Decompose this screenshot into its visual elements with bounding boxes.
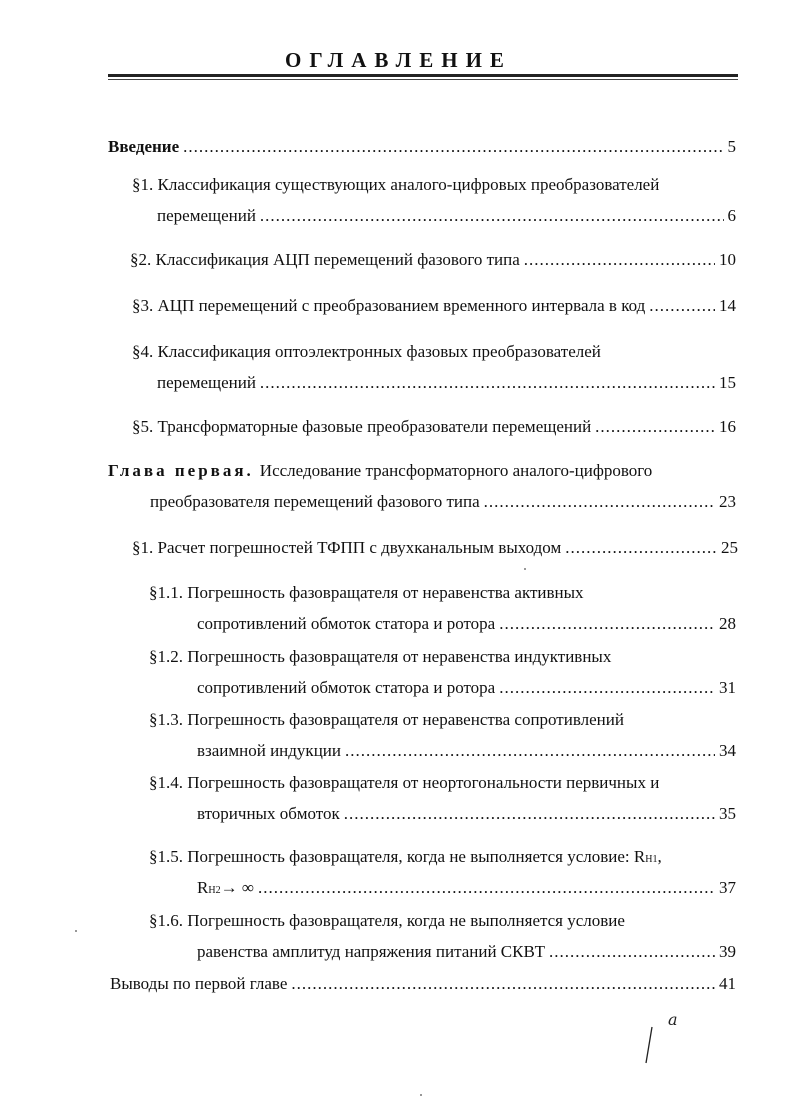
toc-entry-c15-line2 [197, 877, 736, 902]
toc-leader [258, 877, 715, 899]
title-rule-thick [108, 74, 738, 77]
toc-label: Исследование трансформаторного аналого-цифрового [259, 461, 653, 480]
toc-entry-c12-line1 [149, 646, 611, 668]
toc-label: равенства амплитуд напряжения питаний СКВТ [197, 942, 545, 961]
toc-entry-intro [108, 136, 736, 158]
title-rule-thin [108, 79, 738, 80]
toc-entry-c14-line2 [197, 803, 736, 825]
toc-leader [649, 295, 715, 317]
toc-page: 39 [719, 942, 736, 961]
toc-leader [524, 249, 715, 271]
toc-page: 5 [727, 137, 736, 156]
toc-label: преобразователя перемещений фазового типа [150, 492, 480, 511]
toc-leader [499, 677, 715, 699]
toc-leader [549, 941, 715, 963]
toc-entry-c15-line1 [149, 846, 662, 871]
scan-speck [420, 1094, 422, 1096]
toc-page: 28 [719, 614, 736, 633]
scan-speck [524, 568, 526, 570]
toc-leader [484, 491, 715, 513]
toc-label: сопротивлений обмоток статора и ротора [197, 678, 496, 697]
toc-label: §1.4. Погрешность фазовращателя от неортогональности первичных и [149, 773, 660, 792]
toc-page: 41 [719, 974, 736, 993]
toc-label: §1.2. Погрешность фазовращателя от неравенства индуктивных [149, 647, 612, 666]
toc-page: 23 [719, 492, 736, 511]
toc-entry-chapter1-line2 [150, 491, 736, 513]
toc-entry-s1-line1 [132, 174, 659, 196]
toc-page: 35 [719, 804, 736, 823]
page-title: ОГЛАВЛЕНИЕ [285, 48, 512, 72]
toc-label: §4. Классификация оптоэлектронных фазовых преобразователей [132, 342, 601, 361]
toc-leader [291, 973, 715, 995]
toc-label: перемещений [157, 373, 256, 392]
subscript-h1: H1 [645, 854, 658, 865]
toc-label: Введение [108, 137, 180, 156]
toc-label: перемещений [157, 206, 256, 225]
toc-entry-c1 [132, 537, 738, 559]
toc-entry-s5 [132, 416, 736, 438]
toc-entry-conclusions [110, 973, 736, 995]
toc-entry-s1-line2 [157, 205, 736, 227]
toc-entry-c16-line1 [149, 910, 625, 932]
handwritten-mark [640, 1005, 710, 1065]
toc-page: 14 [719, 296, 736, 315]
toc-leader [499, 613, 715, 635]
toc-label: §1.5. Погрешность фазовращателя, когда не выполняется условие: R [149, 847, 646, 866]
toc-label: §2. Классификация АЦП перемещений фазового типа [130, 250, 520, 269]
toc-leader [565, 537, 717, 559]
toc-label: §1.3. Погрешность фазовращателя от неравенства сопротивлений [149, 710, 624, 729]
toc-leader [260, 205, 724, 227]
toc-leader [595, 416, 715, 438]
toc-entry-s4-line2 [157, 372, 736, 394]
toc-entry-c14-line1 [149, 772, 659, 794]
toc-leader [260, 372, 715, 394]
handwritten-letter: a [668, 1010, 678, 1029]
toc-label: вторичных обмоток [197, 804, 340, 823]
toc-entry-c11-line2 [197, 613, 736, 635]
toc-label: §3. АЦП перемещений с преобразованием временного интервала в код [132, 296, 646, 315]
toc-page: 37 [719, 878, 736, 897]
toc-label: §1. Расчет погрешностей ТФПП с двухканальным выходом [132, 538, 562, 557]
toc-entry-c12-line2 [197, 677, 736, 699]
toc-entry-chapter1-line1 [108, 460, 652, 482]
toc-page: 34 [719, 741, 736, 760]
toc-entry-c11-line1 [149, 582, 584, 604]
toc-leader [183, 136, 723, 158]
toc-page: 15 [719, 373, 736, 392]
toc-entry-c13-line1 [149, 709, 624, 731]
toc-page: 10 [719, 250, 736, 269]
toc-entry-s2 [130, 249, 736, 271]
toc-entry-s4-line1 [132, 341, 601, 363]
toc-page: 25 [721, 538, 738, 557]
toc-page: 6 [727, 206, 736, 225]
toc-label: §1. Классификация существующих аналого-цифровых преобразователей [132, 175, 660, 194]
toc-entry-c16-line2 [197, 941, 736, 963]
toc-leader [344, 803, 715, 825]
comma: , [657, 847, 662, 866]
toc-label-r: R [197, 878, 209, 897]
chapter-label: Глава первая. [108, 461, 254, 480]
toc-page: 31 [719, 678, 736, 697]
toc-page: 16 [719, 417, 736, 436]
toc-label: §1.1. Погрешность фазовращателя от неравенства активных [149, 583, 584, 602]
toc-label: §1.6. Погрешность фазовращателя, когда не выполняется условие [149, 911, 625, 930]
toc-label: §5. Трансформаторные фазовые преобразователи перемещений [132, 417, 592, 436]
toc-leader [345, 740, 715, 762]
toc-entry-s3 [132, 295, 736, 317]
toc-label: сопротивлений обмоток статора и ротора [197, 614, 496, 633]
toc-label: взаимной индукции [197, 741, 341, 760]
toc-label: Выводы по первой главе [110, 974, 288, 993]
arrow-infinity: → ∞ [220, 878, 254, 897]
subscript-h2: H2 [208, 885, 221, 896]
toc-entry-c13-line2 [197, 740, 736, 762]
scan-speck [75, 930, 77, 932]
